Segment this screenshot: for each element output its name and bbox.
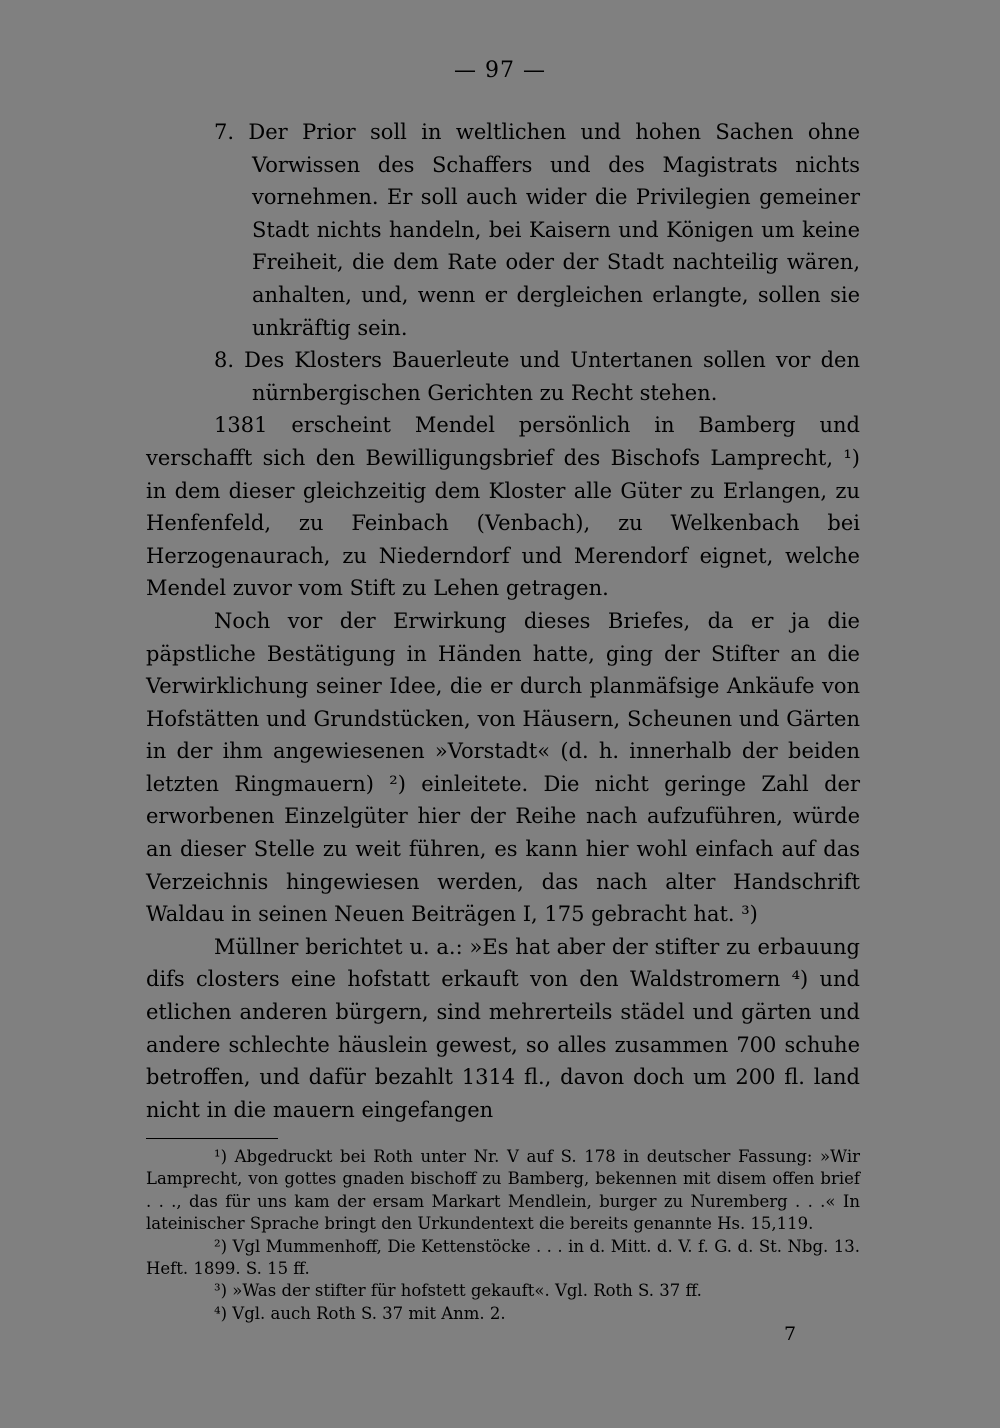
footnote-divider <box>146 1138 278 1139</box>
main-text <box>146 116 860 1126</box>
footnote-2: ²) Vgl Mummenhoff, Die Kettenstöcke . . . in d. Mitt. d. V. f. G. d. St. Nbg. 13. Heft. 1899. S. 15 ff. <box>146 1236 860 1279</box>
list-item-8: 8. Des Klosters Bauerleute und Untertanen sollen vor den nürnbergischen Gerichten zu Recht stehen. <box>214 348 860 405</box>
signature-mark: 7 <box>784 1323 797 1345</box>
footnote-4: ⁴) Vgl. auch Roth S. 37 mit Anm. 2. <box>214 1303 506 1323</box>
page-number: — 97 — <box>454 58 546 83</box>
footnote-1: ¹) Abgedruckt bei Roth unter Nr. V auf S. 178 in deutscher Fassung: »Wir Lamprecht, von gottes gnaden bischoff zu Bamberg, bekennen mit disem offen brief . . ., das für uns kam der ersam Markart Mendlein, burger zu Nuremberg . . .« In lateinischer Sprache bringt den Urkundentext die bereits genannte Hs. 15,119. <box>146 1147 860 1234</box>
paragraph-1381: 1381 erscheint Mendel persönlich in Bamberg und verschafft sich den Bewilligungsbrief des Bischofs Lamprecht, ¹) in dem dieser gleichzeitig dem Kloster alle Güter zu Erlangen, zu Henfenfeld, zu Feinbach (Venbach), zu Welkenbach bei Herzogenaurach, zu Niederndorf und Merendorf eignet, welche Mendel zuvor vom Stift zu Lehen getragen. <box>146 413 860 601</box>
list-item-7: 7. Der Prior soll in weltlichen und hohen Sachen ohne Vorwissen des Schaffers und des Magistrats nichts vornehmen. Er soll auch wider die Privilegien gemeiner Stadt nichts handeln, bei Kaisern und Königen um keine Freiheit, die dem Rate oder der Stadt nachteilig wären, anhalten, und, wenn er dergleichen erlangte, sollen sie unkräftig sein. <box>214 120 860 340</box>
footnote-3: ³) »Was der stifter für hofstett gekauft«. Vgl. Roth S. 37 ff. <box>214 1281 702 1301</box>
footnotes <box>146 1146 860 1325</box>
paragraph-muellner: Müllner berichtet u. a.: »Es hat aber der stifter zu erbauung difs closters eine hofstatt erkauft von den Waldstromern ⁴) und etlichen anderen bürgern, sind mehrerteils städel und gärten und andere schlechte häuslein gewest, so alles zusammen 700 schuhe betroffen, und dafür bezahlt 1314 fl., davon doch um 200 fl. land nicht in die mauern eingefangen <box>146 934 860 1122</box>
paragraph-noch-vor: Noch vor der Erwirkung dieses Briefes, da er ja die päpstliche Bestätigung in Händen hatte, ging der Stifter an die Verwirklichung seiner Idee, die er durch planmäfsige Ankäufe von Hofstätten und Grundstücken, von Häusern, Scheunen und Gärten in der ihm angewiesenen »Vorstadt« (d. h. innerhalb der beiden letzten Ringmauern) ²) einleitete. Die nicht geringe Zahl der erworbenen Einzelgüter hier der Reihe nach aufzuführen, würde an dieser Stelle zu weit führen, es kann hier wohl einfach auf das Verzeichnis hingewiesen werden, das nach alter Handschrift Waldau in seinen Neuen Beiträgen I, 175 gebracht hat. ³) <box>146 608 860 927</box>
